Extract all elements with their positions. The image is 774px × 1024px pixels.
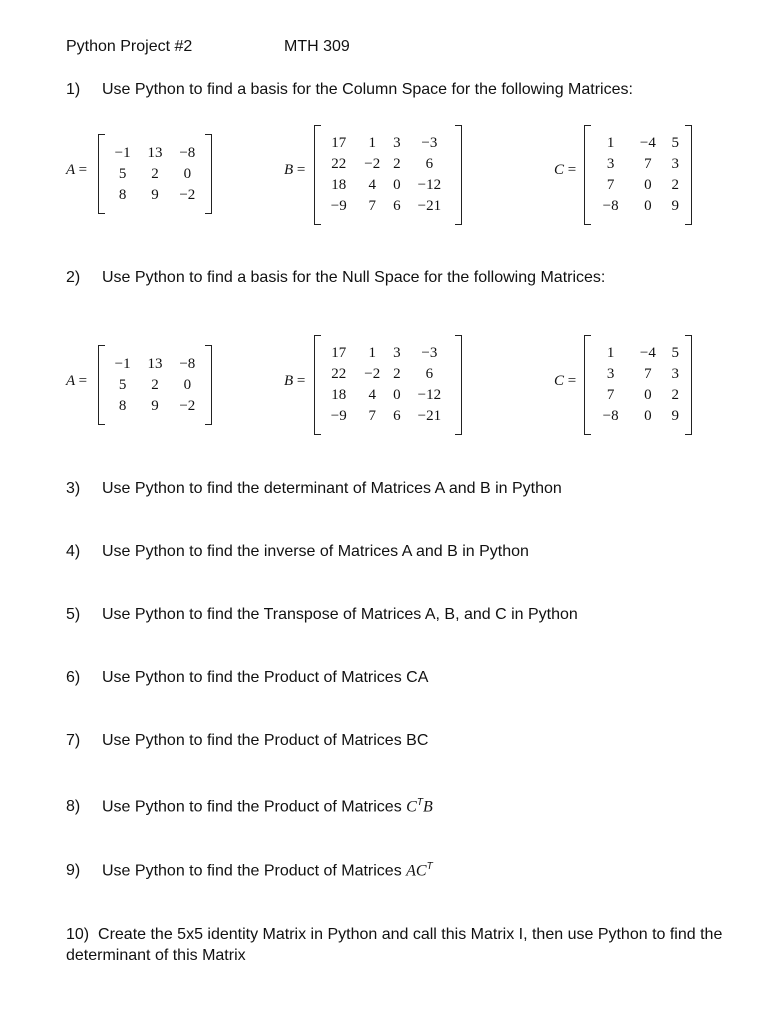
matrix-cell: 4 (368, 387, 376, 403)
matrix-cell: 8 (118, 398, 127, 414)
matrix-cell: 9 (671, 408, 679, 424)
matrix-cell: −2 (364, 156, 381, 172)
matrix-cell: −1 (114, 356, 131, 372)
matrix-cell: 0 (644, 408, 652, 424)
matrix-cell: 3 (393, 345, 401, 361)
matrix-cell: −8 (602, 198, 619, 214)
matrix-cell: −8 (179, 145, 196, 161)
matrix-cell: −12 (417, 387, 442, 403)
matrix-cell: 7 (644, 156, 652, 172)
matrix-c-label: C = (554, 373, 577, 389)
matrix-cell: 9 (671, 198, 679, 214)
matrix-cell: 3 (606, 366, 615, 382)
matrix-cell: 0 (393, 387, 401, 403)
matrix-cell: 3 (671, 366, 679, 382)
matrix-cell: 2 (671, 177, 679, 193)
matrix-row (322, 343, 454, 364)
matrix-cell: 9 (151, 187, 159, 203)
left-bracket (314, 335, 321, 435)
matrix-cell: 6 (393, 198, 401, 214)
matrix-cell: 8 (118, 187, 127, 203)
matrix-cell: −4 (639, 345, 656, 361)
matrix-cell: −12 (417, 177, 442, 193)
question-number: 9) (66, 862, 81, 880)
matrix-cell: 0 (644, 177, 652, 193)
matrix-cell: 2 (393, 366, 401, 382)
matrix-row (322, 175, 454, 196)
matrix-cell: 1 (606, 135, 615, 151)
matrix-cell: 0 (644, 198, 652, 214)
right-bracket (205, 134, 212, 214)
right-bracket (205, 345, 212, 425)
matrix-cell: −2 (179, 187, 196, 203)
course-code: MTH 309 (284, 38, 350, 55)
matrix-cell: 1 (368, 135, 376, 151)
matrix-a-label: A = (66, 373, 88, 389)
left-bracket (314, 125, 321, 225)
question-5 (66, 606, 578, 624)
question-text: Use Python to find a basis for the Null Space for the following Matrices: (102, 269, 606, 286)
matrix-a (98, 345, 212, 425)
question-6 (66, 669, 428, 687)
matrix-cell: 5 (671, 345, 679, 361)
matrix-cell: 7 (606, 387, 615, 403)
matrix-cell: 5 (118, 166, 127, 182)
transpose-superscript: T (416, 797, 423, 808)
question-text: Use Python to find the Product of Matrices CA (102, 669, 429, 686)
matrix-cell: 2 (151, 166, 159, 182)
left-bracket (584, 335, 591, 435)
matrix-cell: −21 (417, 408, 442, 424)
matrix-cell: 2 (393, 156, 401, 172)
question-number: 10) (66, 926, 90, 943)
matrix-cell: 6 (393, 408, 401, 424)
matrix-c-label: C = (554, 162, 577, 178)
matrix-cell: −21 (417, 198, 442, 214)
project-title: Python Project #2 (66, 38, 193, 55)
question-text: Use Python to find the inverse of Matrices A and B in Python (102, 543, 529, 560)
transpose-superscript: T (426, 861, 433, 872)
matrix-cell: 0 (183, 377, 192, 393)
matrix-cell: −9 (330, 198, 347, 214)
matrix-cell: 3 (671, 156, 679, 172)
matrix-cell: 1 (368, 345, 376, 361)
question-7 (66, 732, 428, 750)
matrix-row (106, 354, 204, 375)
question-9 (66, 861, 433, 880)
matrix-row (106, 375, 204, 396)
matrix-cell: 7 (368, 198, 376, 214)
matrix-cell: 17 (331, 345, 347, 361)
matrix-cell: 18 (331, 387, 347, 403)
matrix-cell: −3 (421, 135, 438, 151)
matrix-cell: 2 (671, 387, 679, 403)
matrix-b-label: B = (284, 162, 306, 178)
matrix-row (322, 364, 454, 385)
matrix-b-label: B = (284, 373, 306, 389)
matrix-cell: 5 (118, 377, 127, 393)
matrix-cell: 0 (644, 387, 652, 403)
matrix-cell: −2 (179, 398, 196, 414)
question-number: 6) (66, 669, 81, 686)
matrix-row (592, 196, 684, 217)
matrix-a (98, 134, 212, 214)
matrix-cell: −1 (114, 145, 131, 161)
question-number: 4) (66, 543, 81, 560)
matrix-cell: 6 (425, 156, 434, 172)
matrix-c (584, 335, 692, 435)
matrix-row (322, 154, 454, 175)
question-text: Use Python to find the Product of Matrices (102, 798, 407, 816)
question-8 (66, 797, 433, 816)
matrix-cell: −3 (421, 345, 438, 361)
matrix-cell: 18 (331, 177, 347, 193)
question-number: 2) (66, 269, 81, 286)
matrix-cell: 3 (606, 156, 615, 172)
question-2 (66, 269, 605, 287)
right-bracket (685, 335, 692, 435)
question-text: Create the 5x5 identity Matrix in Python and call this Matrix I, then use Python to find the determinant of this Matrix (66, 926, 723, 964)
question-text: Use Python to find the Transpose of Matrices A, B, and C in Python (102, 606, 578, 623)
matrix-row (106, 185, 204, 206)
matrix-row (322, 133, 454, 154)
matrix-cell: 7 (606, 177, 615, 193)
matrix-cell: 1 (606, 345, 615, 361)
matrix-cell: 0 (393, 177, 401, 193)
matrix-row (592, 385, 684, 406)
matrix-row (322, 406, 454, 427)
matrix-row (106, 143, 204, 164)
right-bracket (455, 335, 462, 435)
matrix-cell: 22 (331, 366, 347, 382)
matrix-cell: 0 (183, 166, 192, 182)
matrix-cell: 7 (368, 408, 376, 424)
matrix-cell: −8 (602, 408, 619, 424)
matrix-symbol: B (422, 798, 433, 816)
matrix-cell: 13 (147, 145, 163, 161)
question-number: 5) (66, 606, 81, 623)
matrix-symbol: C (406, 798, 417, 816)
question-4 (66, 543, 529, 561)
right-bracket (685, 125, 692, 225)
left-bracket (584, 125, 591, 225)
matrix-row (106, 396, 204, 417)
matrix-a-label: A = (66, 162, 88, 178)
matrix-row (592, 175, 684, 196)
matrix-cell: −8 (179, 356, 196, 372)
matrix-cell: −2 (364, 366, 381, 382)
left-bracket (98, 134, 105, 214)
matrix-row (592, 343, 684, 364)
matrix-b (314, 335, 462, 435)
question-1 (66, 81, 633, 99)
right-bracket (455, 125, 462, 225)
question-3 (66, 480, 562, 498)
question-number: 7) (66, 732, 81, 749)
question-text: Use Python to find a basis for the Column Space for the following Matrices: (102, 81, 633, 98)
matrix-row (592, 406, 684, 427)
matrix-row (106, 164, 204, 185)
matrix-cell: −9 (330, 408, 347, 424)
matrix-cell: 9 (151, 398, 159, 414)
matrix-cell: 7 (644, 366, 652, 382)
matrix-cell: 4 (368, 177, 376, 193)
matrix-row (592, 154, 684, 175)
matrix-cell: −4 (639, 135, 656, 151)
matrix-row (322, 385, 454, 406)
matrix-cell: 5 (671, 135, 679, 151)
matrix-cell: 22 (331, 156, 347, 172)
matrix-symbol: AC (406, 862, 427, 880)
question-10 (66, 924, 726, 966)
matrix-cell: 17 (331, 135, 347, 151)
question-text: Use Python to find the determinant of Matrices A and B in Python (102, 480, 562, 497)
question-text: Use Python to find the Product of Matrices (102, 862, 407, 880)
matrix-cell: 13 (147, 356, 163, 372)
matrix-row (592, 133, 684, 154)
left-bracket (98, 345, 105, 425)
matrix-cell: 2 (151, 377, 159, 393)
question-text: Use Python to find the Product of Matrices BC (102, 732, 429, 749)
matrix-c (584, 125, 692, 225)
question-number: 1) (66, 81, 81, 98)
question-number: 3) (66, 480, 81, 497)
matrix-row (322, 196, 454, 217)
matrix-cell: 3 (393, 135, 401, 151)
question-number: 8) (66, 798, 81, 816)
matrix-cell: 6 (425, 366, 434, 382)
matrix-row (592, 364, 684, 385)
matrix-b (314, 125, 462, 225)
